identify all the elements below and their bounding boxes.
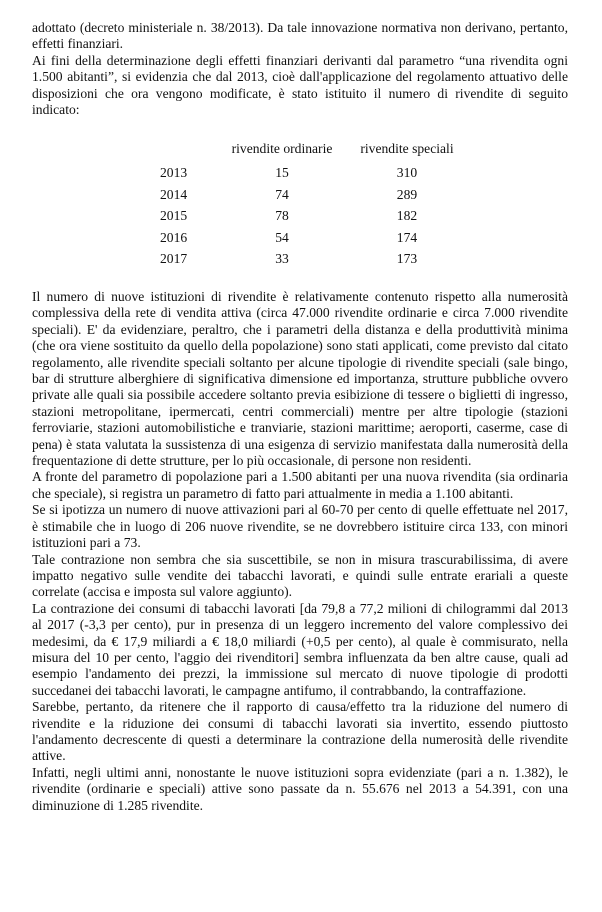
table-header-row bbox=[160, 141, 472, 165]
cell-ordinarie: 33 bbox=[275, 251, 289, 266]
cell-year: 2015 bbox=[160, 208, 188, 223]
rivendite-table-container bbox=[160, 141, 472, 273]
body-section bbox=[32, 289, 568, 814]
cell-speciali: 310 bbox=[396, 165, 418, 180]
cell-year: 2013 bbox=[160, 165, 188, 180]
cell-year: 2016 bbox=[160, 229, 188, 245]
table-row bbox=[160, 230, 472, 252]
header-ordinarie: rivendite ordinarie bbox=[231, 141, 333, 156]
cell-ordinarie: 74 bbox=[275, 186, 289, 202]
cell-speciali: 173 bbox=[396, 251, 418, 266]
cell-ordinarie: 15 bbox=[275, 165, 289, 180]
header-year bbox=[160, 141, 222, 165]
body-paragraph-4: Tale contrazione non sembra che sia suscettibile, se non in misura trascurabilissima, di avere impatto negativo sulle vendite dei tabacchi lavorati, e quindi sulle entrate erariali a queste correlate (accisa e imposta sul valore aggiunto). bbox=[32, 551, 568, 600]
body-paragraph-1: Il numero di nuove istituzioni di rivendite è relativamente contenuto rispetto alla numerosità complessiva della rete di vendita attiva (circa 47.000 rivendite ordinarie e circa 7.000 rivendite speciali). E' da evidenziare, peraltro, che i parametri della distanza e della produttività minima (che ora viene sostituito da quello della popolazione) sono stati applicati, come previsto dal citato regolamento, alle rivendite speciali soltanto per alcune tipologie di rivendite speciali (sale bingo, bar di strutture alberghiere di significativa dimensione ed importanza, strutture pubbliche ovvero private alle quali sia possibile accedere soltanto previa esibizione di tessere o biglietti di ingresso, stazioni metropolitane, ipermercati, centri commerciali) mentre per altre tipologie (stazioni ferroviarie, stazioni automobilistiche e tranviarie, stazioni marittime; aeroporti, caserme, case di pena) è stata valutata la sussistenza di una esigenza di servizio manifestata dalla numerosità della frequentazione di dette strutture, per lo più occasionale, di persone non residenti. bbox=[32, 289, 568, 469]
table-row bbox=[160, 187, 472, 209]
cell-speciali: 174 bbox=[396, 229, 418, 245]
cell-ordinarie: 54 bbox=[275, 229, 289, 245]
header-speciali: rivendite speciali bbox=[360, 141, 454, 156]
cell-year: 2017 bbox=[160, 251, 188, 266]
body-paragraph-7: Infatti, negli ultimi anni, nonostante le nuove istituzioni sopra evidenziate (pari a n. 1.382), le rivendite (ordinarie e speciali) attive sono passate da n. 55.676 nel 2013 a 54.391, con una diminuzione di 1.285 rivendite. bbox=[32, 764, 568, 813]
body-paragraph-5: La contrazione dei consumi di tabacchi lavorati [da 79,8 a 77,2 milioni di chilogrammi dal 2013 al 2017 (-3,3 per cento), pur in presenza di un leggero incremento del valore complessivo dei medesimi, da € 17,9 miliardi a € 18,0 miliardi (+0,5 per cento), al quale è commisurato, nella misura del 10 per cento, l'aggio dei rivenditori] sembra influenzata da ben altre cause, quali ad esempio l'andamento dei prezzi, la immissione sul mercato di nuove tipologie di prodotti succedanei dei tabacchi lavorati, le campagne antifumo, il contrabbando, la contraffazione. bbox=[32, 600, 568, 698]
body-paragraph-6: Sarebbe, pertanto, da ritenere che il rapporto di causa/effetto tra la riduzione del numero di rivendite e la riduzione dei consumi di tabacchi lavorati sia invertito, essendo piuttosto l'andamento decrescente di questi a determinare la contrazione della numerosità delle rivendite attive. bbox=[32, 699, 568, 764]
intro-paragraph-2: Ai fini della determinazione degli effetti finanziari derivanti dal parametro “una rivendita ogni 1.500 abitanti”, si evidenzia che dal 2013, cioè dall'applicazione del regolamento attuativo delle disposizioni che ora vengono modificate, è stato istituito il numero di rivendite di seguito indicato: bbox=[32, 52, 568, 118]
cell-speciali: 182 bbox=[396, 208, 418, 223]
table-row bbox=[160, 208, 472, 230]
rivendite-table bbox=[160, 141, 472, 273]
intro-section bbox=[32, 20, 568, 118]
table-row bbox=[160, 165, 472, 187]
body-paragraph-3: Se si ipotizza un numero di nuove attivazioni pari al 60-70 per cento di quelle effettuate nel 2017, è stimabile che in luogo di 206 nuove rivendite, se ne dovrebbero istituire circa 133, con minori istituzioni pari a 73. bbox=[32, 502, 568, 551]
intro-paragraph-1: adottato (decreto ministeriale n. 38/2013). Da tale innovazione normativa non derivano, pertanto, effetti finanziari. bbox=[32, 20, 568, 52]
cell-speciali: 289 bbox=[396, 186, 418, 202]
cell-ordinarie: 78 bbox=[275, 208, 289, 223]
table-row bbox=[160, 251, 472, 273]
body-paragraph-2: A fronte del parametro di popolazione pari a 1.500 abitanti per una nuova rivendita (sia ordinaria che speciale), si registra un parametro di fatto pari attualmente in media a 1.100 abitanti. bbox=[32, 469, 568, 501]
cell-year: 2014 bbox=[160, 186, 188, 202]
